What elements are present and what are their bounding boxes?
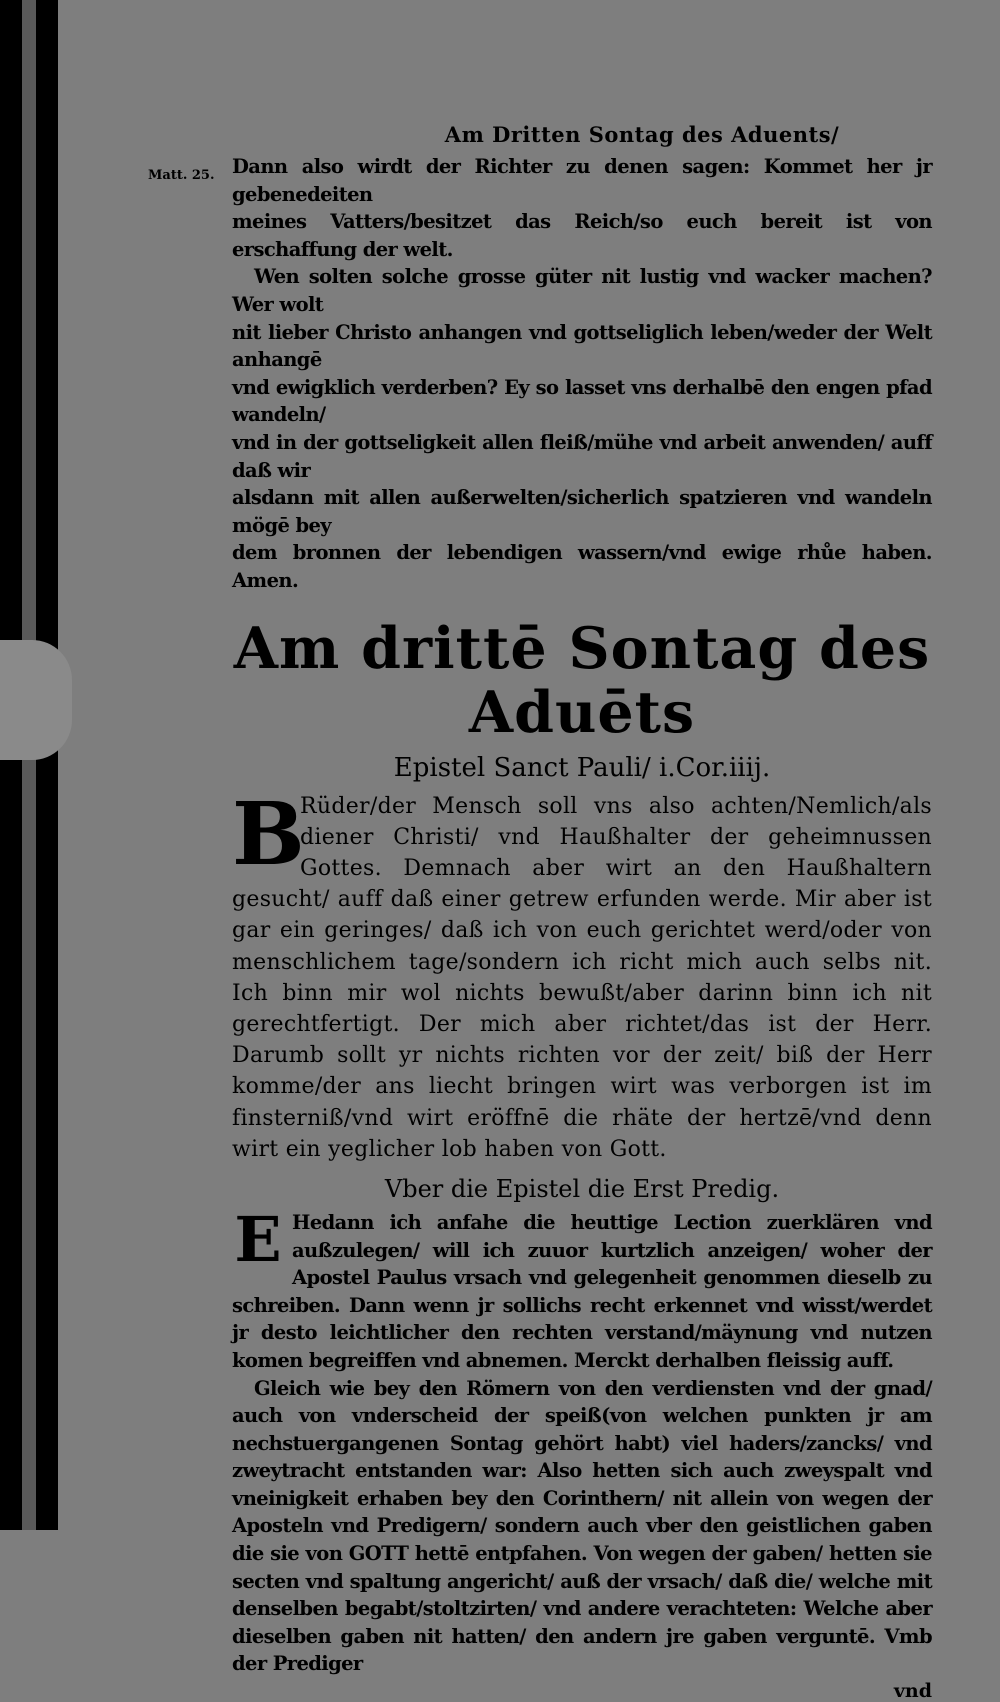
catchword: vnd	[893, 1680, 932, 1702]
sermon-paragraph: Hedann ich anfahe die heuttige Lection zuerklären vnd außzulegen/ will ich zuuor kurtzlich anzeigen/ woher der Apostel Paulus vrsach vnd gelegenheit genommen dieselb zu schreiben. Dann wenn jr sollichs recht erkennet vnd wisst/werdet jr desto leichtlicher den rechten verstand/mäynung vnd nutzen komen begreiffen vnd abnemen. Merckt derhalben fleissig auff.	[232, 1210, 932, 1372]
intro-line: nit lieber Christo anhangen vnd gottseliglich leben/weder der Welt anhangē	[232, 320, 932, 372]
sermon-block	[232, 1202, 932, 1678]
intro-line: Wen solten solche grosse güter nit lustig vnd wacker machen? Wer wolt	[232, 265, 932, 316]
intro-line: meines Vatters/besitzet das Reich/so euch bereit ist von erschaffung der welt.	[232, 210, 932, 261]
binding-notch	[0, 640, 72, 760]
drop-cap-initial: E	[234, 1202, 282, 1276]
intro-line: alsdann mit allen außerwelten/sicherlich spatzieren vnd wandeln mögē bey	[232, 486, 932, 537]
epistle-heading: Epistel Sanct Pauli/ i.Cor.iiij.	[393, 752, 771, 783]
intro-line: dem bronnen der lebendigen wassern/vnd ewige rhůe haben. Amen.	[232, 541, 932, 592]
sermon-paragraph: Gleich wie bey den Römern von den verdiensten vnd der gnad/ auch von vnderscheid der speiß(von welchen punkten jr am nechstuergangenen Sontag gehört habt) viel haders/zancks/ vnd zweytracht entstanden war: Also hetten sich auch zweyspalt vnd vneinigkeit erhaben bey den Corinthern/ nit allein von wegen der Aposteln vnd Predigern/ sondern auch vber den geistlichen gaben die sie von GOTT hettē entpfahen. Von wegen der gaben/ hetten sie secten vnd spaltung angericht/ auß der vrsach/ daß die/ welche mit denselben begabt/stoltzirten/ vnd andere verachteten: Welche aber dieselben gaben nit hatten/ den andern jre gaben verguntē. Vmb der Prediger	[232, 1376, 932, 1676]
intro-line: vnd in der gottseligkeit allen fleiß/mühe vnd arbeit anwenden/ auff daß wir	[232, 430, 932, 482]
page-edge	[22, 0, 36, 1530]
intro-line: vnd ewigklich verderben? Ey so lasset vns derhalbē den engen pfad wandeln/	[232, 375, 932, 427]
running-head: Am Dritten Sontag des Aduents/	[444, 122, 840, 147]
epistle-text: Rüder/der Mensch soll vns also achten/Nemlich/als diener Christi/ vnd Haußhalter der geheimnussen Gottes. Demnach aber wirt an den Haußhaltern gesucht/ auff daß einer getrew erfunden werde. Mir aber ist gar ein geringes/ daß ich von euch gerichtet werd/oder von menschlichem tage/sondern ich richt mich auch selbs nit. Ich binn mir wol nichts bewußt/aber darinn binn ich nit gerechtfertigt. Der mich aber richtet/das ist der Herr. Darumb sollt yr nichts richten vor der zeit/ biß der Herr komme/der ans liecht bringen wirt was verborgen ist im finsterniß/vnd wirt eröffnē die rhäte der hertzē/vnd denn wirt ein yeglicher lob haben von Gott.	[232, 793, 932, 1162]
intro-block	[232, 153, 932, 595]
intro-line: Dann also wirdt der Richter zu denen sagen: Kommet her jr gebenedeiten	[232, 155, 932, 206]
sermon-heading: Vber die Epistel die Erst Predig.	[384, 1174, 780, 1203]
section-title: Am drittē Sontag des Aduēts	[233, 614, 931, 746]
page-content	[148, 122, 932, 1702]
epistle-block	[232, 783, 932, 1165]
drop-cap-initial: B	[232, 783, 305, 885]
margin-note: Matt. 25.	[148, 168, 215, 183]
